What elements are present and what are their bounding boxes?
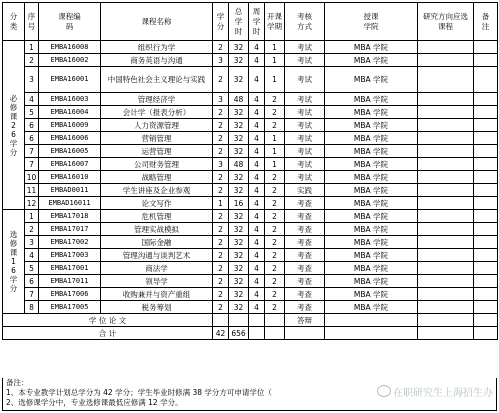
table-row <box>3 171 498 184</box>
cell-exam: 考试 <box>285 67 325 93</box>
cell-exam: 考查 <box>285 301 325 314</box>
cell-weekly: 4 <box>249 236 265 249</box>
cell-seq: 5 <box>25 106 39 119</box>
cell-seq: 8 <box>25 301 39 314</box>
cell-research <box>418 145 474 158</box>
cell-term: 2 <box>265 171 285 184</box>
table-row <box>3 197 498 210</box>
header-weekly: 周学时 <box>249 3 265 41</box>
cell-weekly: 4 <box>249 54 265 67</box>
cell-credits: 2 <box>213 145 229 158</box>
cell-name: 学生讲座及企业参观 <box>101 184 213 197</box>
cell-exam: 考查 <box>285 236 325 249</box>
watermark: 在职研究生上海招生办 <box>377 384 493 399</box>
cell-remark <box>474 145 498 158</box>
cell-seq: 4 <box>25 93 39 106</box>
cell-term: 1 <box>265 67 285 93</box>
cell-research <box>418 93 474 106</box>
cell-code: EMBA16006 <box>39 132 101 145</box>
cell-research <box>418 67 474 93</box>
cell-code: EMBA17018 <box>39 210 101 223</box>
cell-credits: 2 <box>213 262 229 275</box>
cell-credits: 2 <box>213 67 229 93</box>
cell-remark <box>474 158 498 171</box>
cell-code: EMBA16001 <box>39 67 101 93</box>
header-name: 课程名称 <box>101 3 213 41</box>
cell-research <box>418 301 474 314</box>
cell-credits: 3 <box>213 54 229 67</box>
cell-term: 2 <box>265 223 285 236</box>
wechat-icon <box>377 385 391 397</box>
cell-name: 组织行为学 <box>101 41 213 54</box>
cell-school: MBA 学院 <box>325 288 418 301</box>
cell-credits: 3 <box>213 158 229 171</box>
cell-credits: 2 <box>213 210 229 223</box>
cell-school: MBA 学院 <box>325 249 418 262</box>
cell-term: 2 <box>265 249 285 262</box>
cell-seq: 4 <box>25 249 39 262</box>
cell-remark <box>474 288 498 301</box>
cell-exam: 考查 <box>285 288 325 301</box>
cell-research <box>418 223 474 236</box>
cell-research <box>418 119 474 132</box>
cell-name: 国际金融 <box>101 236 213 249</box>
cell-exam: 考试 <box>285 171 325 184</box>
cell-weekly: 4 <box>249 145 265 158</box>
cell-term: 2 <box>265 210 285 223</box>
cell-hours: 32 <box>229 145 249 158</box>
cell-school: MBA 学院 <box>325 184 418 197</box>
cell-remark <box>474 275 498 288</box>
cell-hours: 32 <box>229 184 249 197</box>
cell-name: 税务筹划 <box>101 301 213 314</box>
cell-school: MBA 学院 <box>325 197 418 210</box>
cell-term: 2 <box>265 301 285 314</box>
cell-name: 商务英语与沟通 <box>101 54 213 67</box>
header-exam: 考核方式 <box>285 3 325 41</box>
thesis-row <box>3 314 498 327</box>
cell-exam: 考查 <box>285 223 325 236</box>
cell-research <box>418 210 474 223</box>
cell-hours: 48 <box>229 158 249 171</box>
cell-name: 管理经济学 <box>101 93 213 106</box>
cell-weekly: 4 <box>249 158 265 171</box>
cell-remark <box>474 223 498 236</box>
cell-hours: 32 <box>229 249 249 262</box>
cell-weekly: 4 <box>249 249 265 262</box>
cell-research <box>418 132 474 145</box>
cell-code: EMBA16010 <box>39 171 101 184</box>
cell-research <box>418 171 474 184</box>
cell-code: EMBA17005 <box>39 301 101 314</box>
cell-seq: 1 <box>25 210 39 223</box>
cell-code: EMBA16003 <box>39 93 101 106</box>
cell-hours: 32 <box>229 106 249 119</box>
cell-credits: 2 <box>213 119 229 132</box>
cell-school: MBA 学院 <box>325 236 418 249</box>
cell-hours: 32 <box>229 275 249 288</box>
cell-school: MBA 学院 <box>325 262 418 275</box>
cell-school: MBA 学院 <box>325 158 418 171</box>
cell-weekly: 4 <box>249 275 265 288</box>
cell-exam: 考试 <box>285 119 325 132</box>
cell-exam: 考查 <box>285 249 325 262</box>
cell-code: EMBA17017 <box>39 223 101 236</box>
cell-seq: 2 <box>25 223 39 236</box>
cell-exam: 考查 <box>285 262 325 275</box>
cell-seq: 7 <box>25 145 39 158</box>
cell-term: 1 <box>265 41 285 54</box>
cell-term: 1 <box>265 145 285 158</box>
cell-name: 会计学（报表分析） <box>101 106 213 119</box>
table-row <box>3 93 498 106</box>
category-cell: 选 修 课 1 6 学 分 <box>3 210 25 314</box>
table-row <box>3 106 498 119</box>
cell-hours: 48 <box>229 93 249 106</box>
cell-remark <box>474 41 498 54</box>
cell-name: 中国特色社会主义理论与实践 <box>101 67 213 93</box>
cell-school: MBA 学院 <box>325 119 418 132</box>
cell-weekly: 4 <box>249 210 265 223</box>
cell-seq: 7 <box>25 158 39 171</box>
table-row <box>3 249 498 262</box>
cell-remark <box>474 262 498 275</box>
cell-term: 2 <box>265 119 285 132</box>
curriculum-table <box>2 2 498 340</box>
cell-remark <box>474 184 498 197</box>
cell-code: EMBAD16011 <box>39 197 101 210</box>
cell-hours: 32 <box>229 171 249 184</box>
cell-research <box>418 158 474 171</box>
cell-weekly: 4 <box>249 262 265 275</box>
cell-weekly: 4 <box>249 184 265 197</box>
cell-weekly: 4 <box>249 288 265 301</box>
cell-credits: 2 <box>213 288 229 301</box>
cell-school: MBA 学院 <box>325 223 418 236</box>
table-row <box>3 288 498 301</box>
cell-weekly: 4 <box>249 132 265 145</box>
cell-name: 公司财务管理 <box>101 158 213 171</box>
cell-credits: 2 <box>213 275 229 288</box>
cell-school: MBA 学院 <box>325 171 418 184</box>
cell-weekly: 4 <box>249 223 265 236</box>
cell-school: MBA 学院 <box>325 132 418 145</box>
header-remark: 备注 <box>474 3 498 41</box>
cell-credits: 1 <box>213 197 229 210</box>
cell-hours: 32 <box>229 119 249 132</box>
cell-exam: 考试 <box>285 41 325 54</box>
cell-seq: 6 <box>25 132 39 145</box>
cell-weekly: 4 <box>249 106 265 119</box>
cell-name: 运营管理 <box>101 145 213 158</box>
cell-research <box>418 288 474 301</box>
cell-term: 1 <box>265 54 285 67</box>
header-research: 研究方向应选课程 <box>418 3 474 41</box>
cell-credits: 2 <box>213 236 229 249</box>
cell-code: EMBA16009 <box>39 119 101 132</box>
cell-hours: 32 <box>229 262 249 275</box>
cell-exam: 考试 <box>285 132 325 145</box>
cell-research <box>418 184 474 197</box>
cell-term: 2 <box>265 262 285 275</box>
total-credits: 42 <box>213 327 229 340</box>
cell-term: 2 <box>265 93 285 106</box>
cell-seq: 3 <box>25 236 39 249</box>
cell-term: 2 <box>265 288 285 301</box>
cell-hours: 32 <box>229 210 249 223</box>
header-seq: 序号 <box>25 3 39 41</box>
header-credits: 学分 <box>213 3 229 41</box>
cell-school: MBA 学院 <box>325 67 418 93</box>
header-row <box>3 3 498 41</box>
cell-exam: 考试 <box>285 145 325 158</box>
cell-name: 收购兼并与资产重组 <box>101 288 213 301</box>
cell-term: 2 <box>265 184 285 197</box>
cell-exam: 考查 <box>285 275 325 288</box>
cell-hours: 32 <box>229 41 249 54</box>
cell-code: EMBA17001 <box>39 262 101 275</box>
header-hours: 总学时 <box>229 3 249 41</box>
cell-research <box>418 275 474 288</box>
cell-code: EMBAD0011 <box>39 184 101 197</box>
cell-research <box>418 236 474 249</box>
cell-school: MBA 学院 <box>325 93 418 106</box>
table-row <box>3 41 498 54</box>
cell-term: 2 <box>265 197 285 210</box>
cell-school: MBA 学院 <box>325 210 418 223</box>
cell-weekly: 4 <box>249 301 265 314</box>
cell-seq: 1 <box>25 41 39 54</box>
cell-credits: 2 <box>213 301 229 314</box>
table-row <box>3 236 498 249</box>
cell-name: 论文写作 <box>101 197 213 210</box>
cell-remark <box>474 197 498 210</box>
cell-credits: 2 <box>213 41 229 54</box>
cell-remark <box>474 54 498 67</box>
notes-line-1: 1、本专业教学计划总学分为 42 学分；学生毕业时修满 38 学分方可申请学位（ <box>6 388 272 397</box>
total-row <box>3 327 498 340</box>
total-hours: 656 <box>229 327 249 340</box>
header-term: 开课学期 <box>265 3 285 41</box>
cell-term: 2 <box>265 106 285 119</box>
cell-credits: 2 <box>213 106 229 119</box>
cell-name: 领导学 <box>101 275 213 288</box>
table-row <box>3 158 498 171</box>
cell-code: EMBA17002 <box>39 236 101 249</box>
cell-school: MBA 学院 <box>325 41 418 54</box>
notes-title: 备注： <box>6 378 29 387</box>
thesis-label: 学 位 论 文 <box>3 314 213 327</box>
cell-name: 战略管理 <box>101 171 213 184</box>
cell-school: MBA 学院 <box>325 106 418 119</box>
cell-name: 管理实战模拟 <box>101 223 213 236</box>
cell-seq: 5 <box>25 262 39 275</box>
cell-research <box>418 54 474 67</box>
cell-remark <box>474 132 498 145</box>
cell-remark <box>474 119 498 132</box>
table-row <box>3 145 498 158</box>
cell-seq: 10 <box>25 171 39 184</box>
cell-code: EMBA17011 <box>39 275 101 288</box>
cell-seq: 12 <box>25 197 39 210</box>
cell-name: 管理沟通与谈判艺术 <box>101 249 213 262</box>
cell-remark <box>474 249 498 262</box>
table-row <box>3 275 498 288</box>
cell-weekly: 4 <box>249 41 265 54</box>
cell-code: EMBA16005 <box>39 145 101 158</box>
cell-credits: 2 <box>213 184 229 197</box>
cell-hours: 32 <box>229 301 249 314</box>
cell-hours: 32 <box>229 54 249 67</box>
cell-research <box>418 249 474 262</box>
cell-code: EMBA16007 <box>39 158 101 171</box>
cell-credits: 2 <box>213 223 229 236</box>
cell-remark <box>474 236 498 249</box>
table-row <box>3 132 498 145</box>
cell-research <box>418 262 474 275</box>
cell-code: EMBA16004 <box>39 106 101 119</box>
cell-credits: 2 <box>213 249 229 262</box>
cell-school: MBA 学院 <box>325 301 418 314</box>
table-row <box>3 262 498 275</box>
cell-term: 1 <box>265 158 285 171</box>
cell-name: 危机管理 <box>101 210 213 223</box>
thesis-exam: 答辩 <box>285 314 325 327</box>
cell-remark <box>474 301 498 314</box>
cell-credits: 3 <box>213 93 229 106</box>
cell-remark <box>474 67 498 93</box>
notes-line-2: 2、选修课学分中，专业选修课最低应修满 12 学分。 <box>6 398 183 407</box>
table-row <box>3 301 498 314</box>
cell-school: MBA 学院 <box>325 145 418 158</box>
cell-seq: 6 <box>25 119 39 132</box>
table-row <box>3 210 498 223</box>
cell-school: MBA 学院 <box>325 275 418 288</box>
cell-seq: 3 <box>25 67 39 93</box>
cell-weekly: 4 <box>249 119 265 132</box>
cell-term: 2 <box>265 236 285 249</box>
cell-exam: 考试 <box>285 93 325 106</box>
cell-code: EMBA17003 <box>39 249 101 262</box>
cell-code: EMBA16008 <box>39 41 101 54</box>
table-row <box>3 184 498 197</box>
cell-research <box>418 106 474 119</box>
cell-remark <box>474 93 498 106</box>
cell-seq: 7 <box>25 288 39 301</box>
header-category: 分类 <box>3 3 25 41</box>
cell-research <box>418 197 474 210</box>
cell-hours: 32 <box>229 236 249 249</box>
cell-remark <box>474 171 498 184</box>
table-row <box>3 54 498 67</box>
cell-term: 1 <box>265 132 285 145</box>
cell-name: 商法学 <box>101 262 213 275</box>
cell-exam: 考试 <box>285 106 325 119</box>
cell-weekly: 4 <box>249 67 265 93</box>
table-row <box>3 119 498 132</box>
cell-hours: 32 <box>229 223 249 236</box>
table-row <box>3 223 498 236</box>
cell-credits: 2 <box>213 132 229 145</box>
cell-remark <box>474 210 498 223</box>
header-code: 课程编码 <box>39 3 101 41</box>
cell-exam: 考查 <box>285 210 325 223</box>
cell-credits: 2 <box>213 171 229 184</box>
cell-hours: 32 <box>229 288 249 301</box>
category-cell: 必 修 课 2 6 学 分 <box>3 41 25 210</box>
cell-code: EMBA16002 <box>39 54 101 67</box>
cell-hours: 32 <box>229 132 249 145</box>
header-school: 授课学院 <box>325 3 418 41</box>
table-row <box>3 67 498 93</box>
cell-hours: 16 <box>229 197 249 210</box>
cell-weekly: 4 <box>249 93 265 106</box>
cell-weekly: 4 <box>249 197 265 210</box>
cell-exam: 考查 <box>285 197 325 210</box>
cell-name: 人力资源管理 <box>101 119 213 132</box>
cell-research <box>418 41 474 54</box>
cell-seq: 2 <box>25 54 39 67</box>
cell-exam: 考试 <box>285 54 325 67</box>
cell-code: EMBA17006 <box>39 288 101 301</box>
cell-name: 营销管理 <box>101 132 213 145</box>
cell-seq: 6 <box>25 275 39 288</box>
total-label: 合 计 <box>3 327 213 340</box>
cell-term: 2 <box>265 275 285 288</box>
cell-exam: 考试 <box>285 158 325 171</box>
cell-weekly: 4 <box>249 171 265 184</box>
cell-seq: 11 <box>25 184 39 197</box>
cell-school: MBA 学院 <box>325 54 418 67</box>
cell-hours: 32 <box>229 67 249 93</box>
cell-exam: 实践 <box>285 184 325 197</box>
cell-remark <box>474 106 498 119</box>
